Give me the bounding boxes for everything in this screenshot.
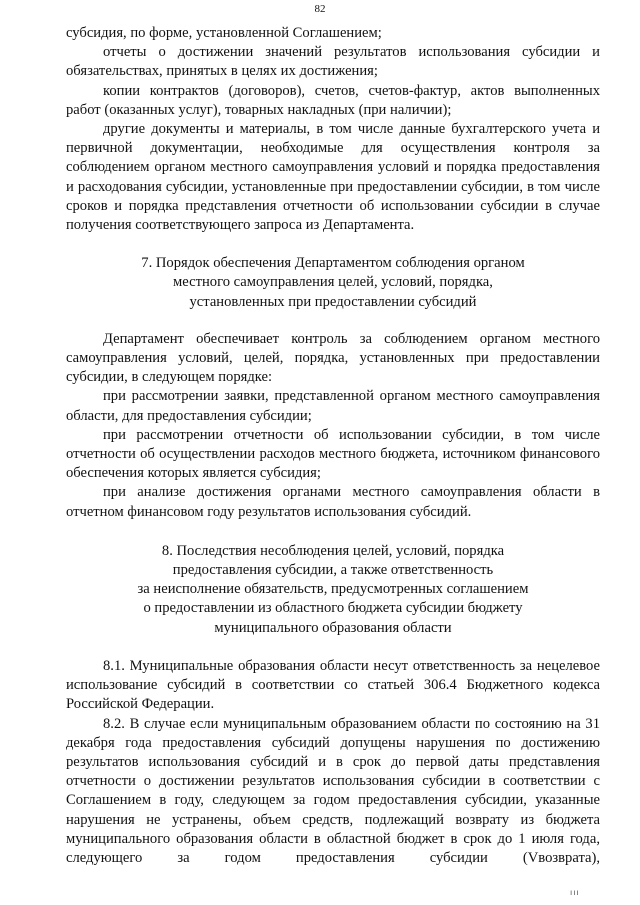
heading-line: предоставления субсидии, а также ответственность [172,562,494,579]
section-8-heading [66,542,600,638]
section-7-body [66,330,600,522]
page-number: 82 [314,3,326,15]
paragraph: отчеты о достижении значений результатов использования субсидии и обязательствах, принятых в целях их достижения; [66,44,600,80]
section-8-body [66,657,600,868]
paragraph: другие документы и материалы, в том числе данные бухгалтерского учета и первичной документации, необходимые для осуществления контроля за соблюдением органом местного самоуправления условий и порядка предоставления и расходования субсидии, установленные при предоставлении субсидии, в том числе сроков и порядка представления отчетности об использовании субсидии в случае получения соответствующего запроса из Департамента. [66,121,600,234]
paragraph: при анализе достижения органами местного самоуправления области в отчетном финансовом году результатов использования субсидий. [66,484,600,520]
heading-line: муниципального образования области [214,619,452,636]
heading-line: местного самоуправления целей, условий, порядка, [173,274,493,291]
heading-line: о предоставлении из областного бюджета субсидии бюджету [143,600,523,617]
paragraph: 8.1. Муниципальные образования области несут ответственность за нецелевое использование субсидий в соответствии со статьей 306.4 Бюджетного кодекса Российской Федерации. [66,657,600,713]
heading-line: за неисполнение обязательств, предусмотренных соглашением [137,581,529,598]
heading-line: установленных при предоставлении субсидий [189,293,477,310]
heading-line: 7. Порядок обеспечения Департаментом соблюдения органом [141,255,525,272]
section-7-heading [66,254,600,312]
paragraph: при рассмотрении отчетности об использовании субсидии, в том числе отчетности об осуществлении расходов местного бюджета, источником финансового обеспечения которых является субсидия; [66,426,600,482]
heading-line: 8. Последствия несоблюдения целей, условий, порядка [161,542,505,559]
scan-mark: ııı [570,888,580,897]
document-body [66,24,600,868]
paragraph: 8.2. В случае если муниципальным образованием области по состоянию на 31 декабря года предоставления субсидий допущены нарушения по достижению результатов использования субсидий и в срок до первой даты представления отчетности о достижении результатов использования субсидии в соответствии с Соглашением в году, следующем за годом предоставления субсидии, указанные нарушения не устранены, объем средств, подлежащий возврату из бюджета муниципального образования области в областной бюджет в срок до 1 июля года, следующего за годом предоставления субсидии (Vвозврата), [66,715,600,866]
paragraph: Департамент обеспечивает контроль за соблюдением органом местного самоуправления условий, целей, порядка, установленных при предоставлении субсидии, в следующем порядке: [66,330,600,386]
paragraph: копии контрактов (договоров), счетов, счетов-фактур, актов выполненных работ (оказанных услуг), товарных накладных (при наличии); [66,82,600,118]
paragraph: при рассмотрении заявки, представленной органом местного самоуправления области, для предоставления субсидии; [66,388,600,424]
paragraph-continued: субсидия, по форме, установленной Соглашением; [66,25,382,41]
